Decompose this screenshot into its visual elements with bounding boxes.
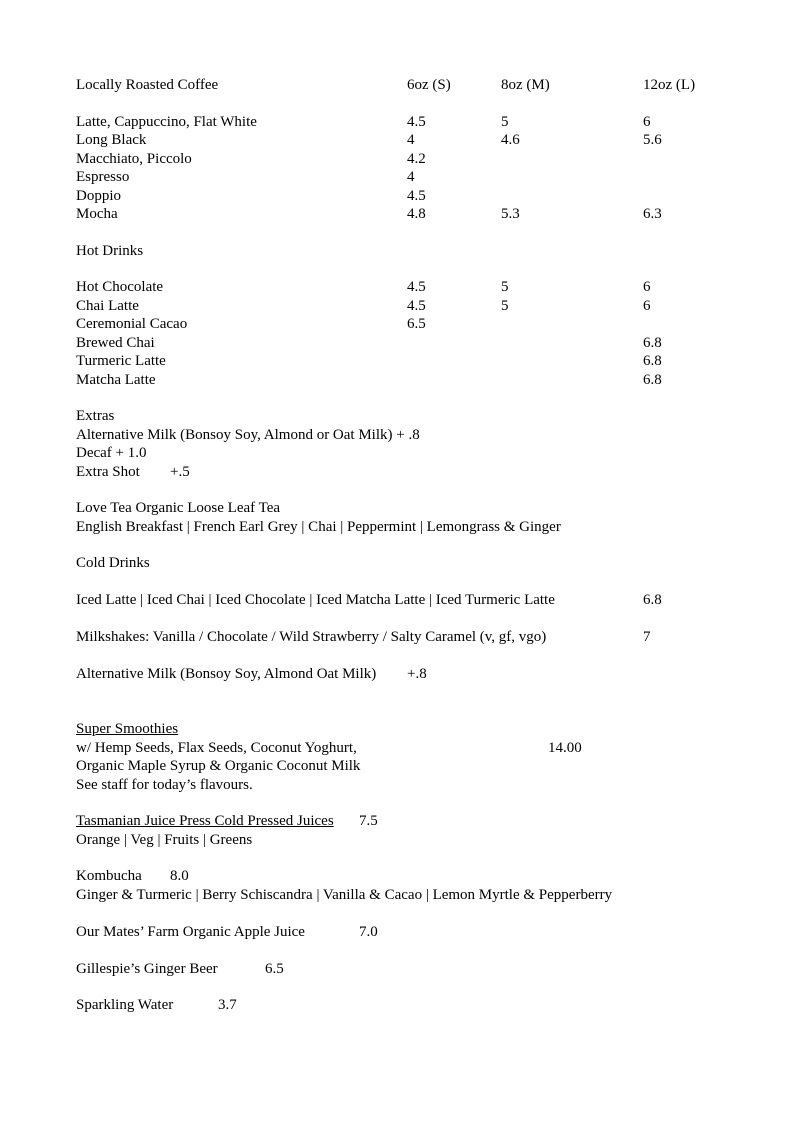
- hot-drinks-section-title: Hot Drinks: [76, 243, 144, 259]
- juices-price: 7.5: [359, 813, 378, 829]
- iced-drinks-price: 6.8: [643, 592, 662, 608]
- hot-drink-item-name: Hot Chocolate: [76, 279, 164, 295]
- hot-drink-item-name: Turmeric Latte: [76, 353, 166, 369]
- coffee-section-title: Locally Roasted Coffee: [76, 77, 219, 93]
- coffee-item-name: Long Black: [76, 132, 147, 148]
- hot-drink-price-small: 4.5: [407, 279, 426, 295]
- juices-varieties: Orange | Veg | Fruits | Greens: [76, 832, 253, 848]
- extras-section-title: Extras: [76, 408, 115, 424]
- hot-drink-item-name: Ceremonial Cacao: [76, 316, 188, 332]
- hot-drink-price-large: 6.8: [643, 335, 662, 351]
- milkshakes-price: 7: [643, 629, 651, 645]
- coffee-item-price-small: 4.2: [407, 151, 426, 167]
- hot-drink-price-medium: 5: [501, 279, 509, 295]
- extras-extra-shot-price: +.5: [170, 464, 190, 480]
- cold-alt-milk-price: +.8: [407, 666, 427, 682]
- smoothies-note: See staff for today’s flavours.: [76, 777, 253, 793]
- coffee-item-price-large: 6.3: [643, 206, 662, 222]
- extras-alt-milk: Alternative Milk (Bonsoy Soy, Almond or Oat Milk) + .8: [76, 427, 420, 443]
- sparkling-water-title: Sparkling Water: [76, 997, 174, 1013]
- smoothies-section-title: Super Smoothies: [76, 721, 179, 737]
- extras-extra-shot-label: Extra Shot: [76, 464, 140, 480]
- iced-drinks-line: Iced Latte | Iced Chai | Iced Chocolate | Iced Matcha Latte | Iced Turmeric Latte: [76, 592, 555, 608]
- hot-drink-price-large: 6.8: [643, 353, 662, 369]
- hot-drink-item-name: Brewed Chai: [76, 335, 155, 351]
- hot-drink-price-large: 6.8: [643, 372, 662, 388]
- coffee-item-name: Doppio: [76, 188, 121, 204]
- coffee-item-name: Latte, Cappuccino, Flat White: [76, 114, 257, 130]
- ginger-beer-price: 6.5: [265, 961, 284, 977]
- kombucha-title: Kombucha: [76, 868, 142, 884]
- size-medium-header: 8oz (M): [501, 77, 550, 93]
- tea-varieties: English Breakfast | French Earl Grey | Chai | Peppermint | Lemongrass & Ginger: [76, 519, 561, 535]
- smoothies-description-1: w/ Hemp Seeds, Flax Seeds, Coconut Yoghurt,: [76, 740, 357, 756]
- cold-alt-milk-label: Alternative Milk (Bonsoy Soy, Almond Oat Milk): [76, 666, 377, 682]
- coffee-item-name: Macchiato, Piccolo: [76, 151, 192, 167]
- smoothies-description-2: Organic Maple Syrup & Organic Coconut Milk: [76, 758, 361, 774]
- sparkling-water-price: 3.7: [218, 997, 237, 1013]
- hot-drink-price-large: 6: [643, 279, 651, 295]
- coffee-item-name: Mocha: [76, 206, 118, 222]
- hot-drink-price-medium: 5: [501, 298, 509, 314]
- coffee-item-price-small: 4.5: [407, 114, 426, 130]
- coffee-item-price-medium: 4.6: [501, 132, 520, 148]
- tea-section-title: Love Tea Organic Loose Leaf Tea: [76, 500, 281, 516]
- hot-drink-price-large: 6: [643, 298, 651, 314]
- apple-juice-price: 7.0: [359, 924, 378, 940]
- coffee-item-name: Espresso: [76, 169, 130, 185]
- apple-juice-title: Our Mates’ Farm Organic Apple Juice: [76, 924, 305, 940]
- juices-section-title: Tasmanian Juice Press Cold Pressed Juices: [76, 813, 334, 829]
- size-small-header: 6oz (S): [407, 77, 451, 93]
- hot-drink-price-small: 6.5: [407, 316, 426, 332]
- kombucha-varieties: Ginger & Turmeric | Berry Schiscandra | Vanilla & Cacao | Lemon Myrtle & Pepperberry: [76, 887, 613, 903]
- smoothies-price: 14.00: [548, 740, 582, 756]
- coffee-item-price-large: 6: [643, 114, 651, 130]
- coffee-item-price-small: 4.8: [407, 206, 426, 222]
- hot-drink-price-small: 4.5: [407, 298, 426, 314]
- hot-drink-item-name: Matcha Latte: [76, 372, 156, 388]
- ginger-beer-title: Gillespie’s Ginger Beer: [76, 961, 218, 977]
- extras-decaf: Decaf + 1.0: [76, 445, 147, 461]
- coffee-item-price-small: 4: [407, 132, 415, 148]
- kombucha-price: 8.0: [170, 868, 189, 884]
- coffee-item-price-large: 5.6: [643, 132, 662, 148]
- coffee-item-price-small: 4: [407, 169, 415, 185]
- milkshakes-line: Milkshakes: Vanilla / Chocolate / Wild Strawberry / Salty Caramel (v, gf, vgo): [76, 629, 547, 645]
- hot-drink-item-name: Chai Latte: [76, 298, 139, 314]
- coffee-item-price-medium: 5.3: [501, 206, 520, 222]
- size-large-header: 12oz (L): [643, 77, 696, 93]
- coffee-item-price-small: 4.5: [407, 188, 426, 204]
- coffee-item-price-medium: 5: [501, 114, 509, 130]
- cold-drinks-section-title: Cold Drinks: [76, 555, 150, 571]
